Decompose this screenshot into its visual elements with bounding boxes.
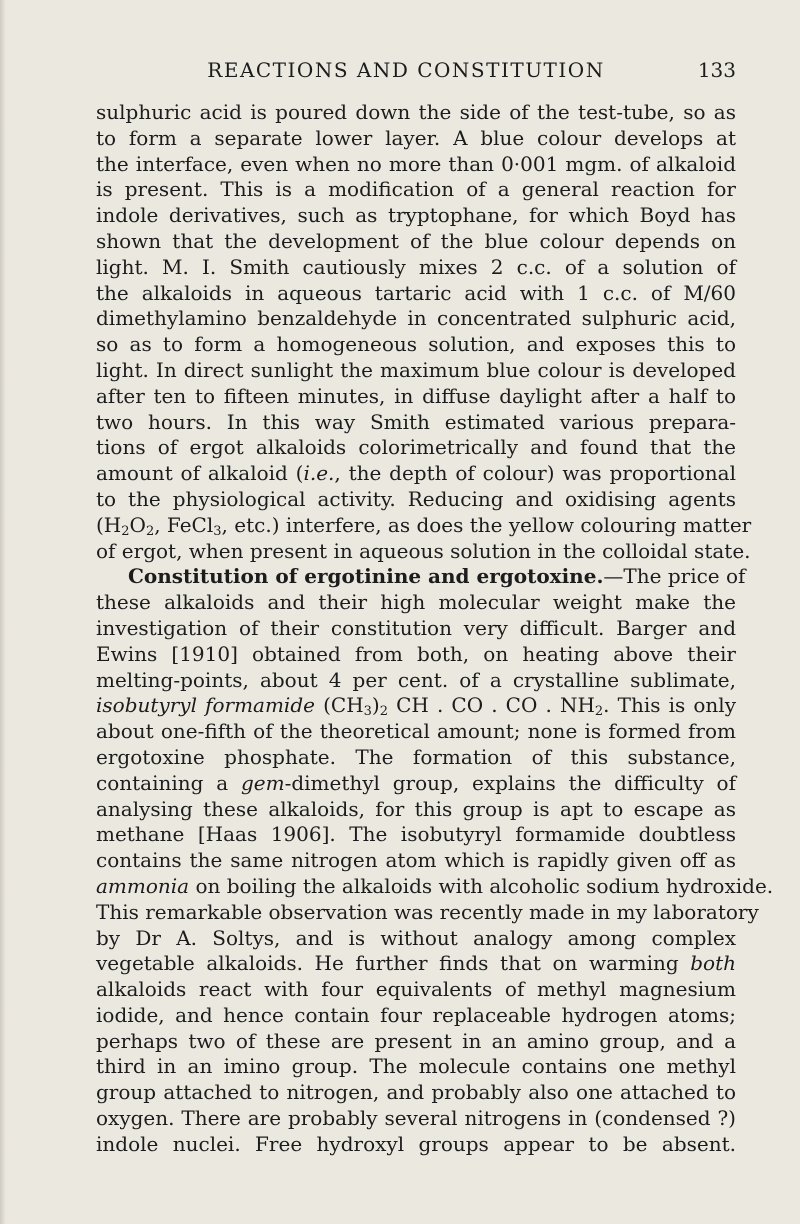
text-line: after ten to fifteen minutes, in diffuse daylight after a half to	[96, 383, 736, 408]
subscript: 3	[363, 704, 372, 720]
text-line	[96, 512, 752, 539]
text-line: these alkaloids and their high molecular weight make the	[96, 590, 736, 615]
text-run: containing a	[96, 770, 241, 795]
page-edge	[0, 0, 6, 1224]
text-run: O	[129, 512, 146, 537]
text-line: of ergot, when present in aqueous solution in the colloidal state.	[96, 538, 751, 563]
text-line: analysing these alkaloids, for this group is apt to escape as	[96, 796, 736, 821]
text-line: investigation of their constitution very difficult. Barger and	[96, 615, 736, 640]
body-text	[96, 100, 774, 1158]
text-line: to form a separate lower layer. A blue colour develops at	[96, 125, 736, 150]
page-number: 133	[697, 58, 736, 82]
text-run: . This is only	[603, 693, 736, 718]
text-line: indole derivatives, such as tryptophane, for which Boyd has	[96, 203, 736, 228]
text-run: —The price of	[603, 564, 746, 589]
text-line: group attached to nitrogen, and probably also one attached to	[96, 1080, 736, 1105]
text-line: indole nuclei. Free hydroxyl groups appear to be absent.	[96, 1131, 736, 1156]
text-line: light. In direct sunlight the maximum blue colour is developed	[96, 357, 736, 382]
text-line	[96, 873, 774, 900]
subscript: 2	[121, 523, 130, 539]
subscript: 2	[594, 704, 604, 720]
text-line: methane [Haas 1906]. The isobutyryl formamide doubtless	[96, 822, 736, 847]
subscript: 2	[379, 704, 389, 720]
italic-compound-name: isobutyryl formamide	[96, 693, 315, 718]
text-line: the interface, even when no more than 0·001 mgm. of alkaloid	[96, 151, 736, 176]
text-line	[96, 771, 736, 797]
text-run: , the depth of colour) was proportional	[334, 461, 736, 486]
italic-term: both	[690, 951, 736, 976]
text-run: , etc.) interfere, as does the yellow colouring matter	[221, 512, 752, 537]
text-line: Ewins [1910] obtained from both, on heating above their	[96, 641, 736, 666]
subscript: 3	[213, 523, 222, 539]
text-line: melting-points, about 4 per cent. of a crystalline sublimate,	[96, 667, 736, 692]
text-line	[96, 693, 736, 719]
text-run: vegetable alkaloids. He further finds that on warming	[96, 951, 691, 976]
text-line: ergotoxine phosphate. The formation of this substance,	[96, 744, 736, 769]
text-line: dimethylamino benzaldehyde in concentrated sulphuric acid,	[96, 306, 736, 331]
text-line: alkaloids react with four equivalents of methyl magnesium	[96, 977, 736, 1002]
text-line: sulphuric acid is poured down the side of the test-tube, so as	[96, 100, 736, 124]
text-line: shown that the development of the blue colour depends on	[96, 228, 736, 253]
running-head: REACTIONS AND CONSTITUTION	[207, 58, 605, 82]
text-run: amount of alkaloid (	[96, 461, 304, 486]
text-line: oxygen. There are probably several nitrogens in (condensed ?)	[96, 1106, 736, 1131]
text-run: CH . CO . CO . NH	[388, 693, 595, 718]
paragraph	[96, 564, 774, 1157]
text-line: light. M. I. Smith cautiously mixes 2 c.c. of a solution of	[96, 254, 736, 279]
text-line	[96, 564, 746, 590]
italic-term: gem	[240, 770, 285, 795]
text-line	[96, 461, 736, 487]
section-heading: Constitution of ergotinine and ergotoxine.	[128, 564, 604, 589]
text-run: )	[371, 693, 380, 718]
text-line: by Dr A. Soltys, and is without analogy among complex	[96, 925, 736, 950]
text-run: , FeCl	[154, 512, 214, 537]
text-line: tions of ergot alkaloids colorimetrically and found that the	[96, 435, 736, 460]
text-run: (H	[96, 512, 122, 537]
paragraph	[96, 100, 752, 564]
text-line: is present. This is a modification of a general reaction for	[96, 177, 736, 202]
italic-abbreviation: i.e.	[303, 461, 335, 486]
text-line	[96, 951, 736, 977]
text-line: about one-fifth of the theoretical amount; none is formed from	[96, 719, 736, 744]
text-line: This remarkable observation was recently made in my laboratory	[96, 899, 759, 924]
text-line: contains the same nitrogen atom which is rapidly given off as	[96, 848, 736, 873]
text-line: so as to form a homogeneous solution, and exposes this to	[96, 332, 736, 357]
text-run: on boiling the alkaloids with alcoholic sodium hydroxide.	[189, 873, 774, 898]
subscript: 2	[145, 523, 155, 539]
text-line: iodide, and hence contain four replaceable hydrogen atoms;	[96, 1002, 736, 1027]
italic-term: ammonia	[96, 873, 190, 898]
text-line: third in an imino group. The molecule contains one methyl	[96, 1054, 736, 1079]
text-run: (CH	[314, 693, 364, 718]
text-run: -dimethyl group, explains the difficulty of	[284, 770, 736, 795]
text-line: to the physiological activity. Reducing and oxidising agents	[96, 486, 736, 511]
page-header	[96, 58, 736, 88]
text-line: perhaps two of these are present in an amino group, and a	[96, 1028, 736, 1053]
text-line: two hours. In this way Smith estimated various prepara-	[96, 409, 736, 434]
text-line: the alkaloids in aqueous tartaric acid with 1 c.c. of M/60	[96, 280, 736, 305]
